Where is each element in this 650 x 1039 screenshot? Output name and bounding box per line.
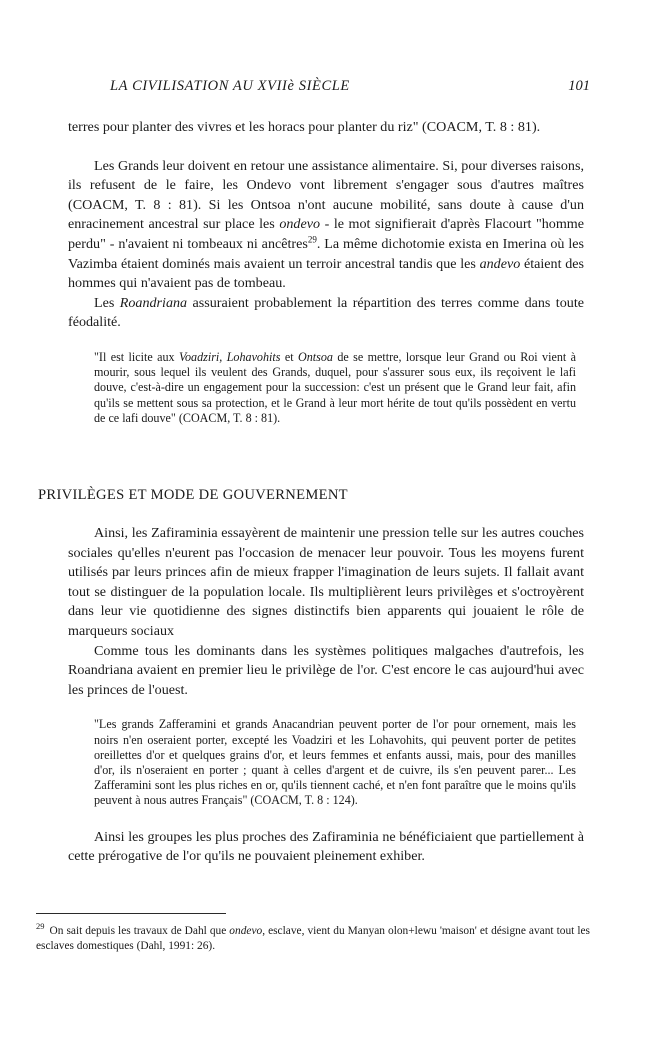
paragraph-continued [68,118,584,138]
paragraph-roandriana [68,294,584,333]
term-voadziri-lohavohits: Voadziri, Lohavohits [178,349,281,364]
blockquote-one-part1: "Il est licite aux [94,349,179,364]
paragraph-les-grands [68,157,584,294]
footnote-marker-29: 29 [36,921,45,932]
blockquote-one [68,350,584,426]
paragraph-les-grands-part1: Les Grands leur doivent en retour une assistance alimentaire. Si, pour diverses raisons, ils refusent de le faire, les Ondevo vont librement s'engager sous d'autres maîtres (COACM, T. 8 : 81). Si les Ontsoa n'ont aucune mobilité, sans doute à cause d'un enracinement ancestral sur place les [68,157,584,233]
paragraph-continued-text: terres pour planter des vivres et les horacs pour planter du riz" (COACM, T. 8 : 81). [68,119,541,135]
footnote-term-ondevo: ondevo [229,925,263,937]
paragraph-ainsi-zafiraminia-text: Ainsi, les Zafiraminia essayèrent de maintenir une pression telle sur les autres couches sociales qu'elles n'eurent pas l'occasion de menacer leur pouvoir. Tous les moyens furent utilisés par leurs princes afin de mieux frapper l'imagination de leurs sujets. Il fallait avant tout se distinguer de la population locale. Ils multiplièrent leurs privilèges et s'octroyèrent dans leur vie quotidienne des signes distinctifs bien apparents qui jouaient le rôle de marqueurs sociaux [68,525,584,639]
footnote-29 [36,921,590,954]
paragraph-roandriana-part2: assuraient probablement la répartition des terres comme dans toute féodalité. [68,294,584,331]
running-head-title: LA CIVILISATION AU XVIIè SIÈCLE [110,78,350,94]
paragraph-comme-dominants [68,642,584,701]
footnote-reference-29: 29 [307,234,317,245]
paragraph-spacer [68,138,584,157]
section-heading-wrapper [38,487,578,504]
term-ondevo: ondevo [279,216,321,233]
section-heading: PRIVILÈGES ET MODE DE GOUVERNEMENT [38,487,348,503]
blockquote-one-part3: de se mettre, lorsque leur Grand ou Roi vient à mourir, sous lequel ils veulent des Grands, duquel, pour s'assurer sous eux, ils reçoivent le lafi douve, c'est-à-dire un engagement pour la succession: c'est un présent que le Grand leur fait, afin qu'ils se mettent sous sa protection, et le Grand à leur mort hérite de tout qu'ils possèdent en vertu de ce lafi douve" (COACM, T. 8 : 81). [94,349,576,425]
paragraph-roandriana-part1: Les [94,294,120,311]
term-roandriana: Roandriana [119,294,188,311]
footnote-29-part1: On sait depuis les travaux de Dahl que [46,925,230,937]
paragraph-les-grands-part4: étaient des hommes qui n'avaient pas de tombeau. [68,255,584,292]
paragraph-comme-dominants-text: Comme tous les dominants dans les systèmes politiques malgaches d'autrefois, les Roandriana avaient en premier lieu le privilège de l'or. C'est encore le cas aujourd'hui avec les princes de l'ouest. [68,642,584,698]
blockquote-two-wrapper [68,717,584,808]
paragraph-spacer-lower [68,809,584,828]
paragraph-final: Ainsi les groupes les plus proches des Zafiraminia ne bénéficiaient que partiellement à cette prérogative de l'or qu'ils ne pouvaient pleinement exhiber. [68,828,584,865]
footnote-separator-rule [36,913,226,914]
term-ontsoa: Ontsoa [297,349,333,364]
blockquote-one-wrapper [68,350,584,426]
page-number: 101 [568,78,590,94]
term-andevo: andevo [479,255,521,272]
footnote-area [36,913,596,954]
running-head [68,78,590,100]
footnote-29-part2: , esclave, vient du Manyan olon+lewu 'maison' et désigne avant tout les esclaves domestiques (Dahl, 1991: 26). [36,925,590,952]
paragraph-ainsi-zafiraminia [68,524,584,642]
body-text-column [68,118,584,426]
paragraph-les-grands-part3: . La même dichotomie exista en Imerina où les Vazimba étaient dominés mais avaient un terroir ancestral tandis que les [68,235,585,272]
blockquote-two: "Les grands Zafferamini et grands Anacandrian peuvent porter de l'or pour ornement, mais les noirs n'en oseraient porter, excepté les Voadziri et les Lohavohits, qui peuvent porter de petites oreillettes d'or et quelques grains d'or, et leurs femmes et enfants aussi, mais, pour des manilles d'or, ils n'oseraient en porter ; quant à celles d'argent et de cuivre, ils s'en peuvent parer... Les Zafferamini sont les plus riches en or, qu'ils tiennent caché, et n'en font paraître que le moins qu'ils peuvent à nous autres Français" (COACM, T. 8 : 124). [94,717,576,808]
paragraph-les-grands-part2: - le mot signifierait d'après Flacourt "homme perdu" - n'avaient ni tombeaux ni ancêtres [68,216,585,252]
body-text-column-lower [68,524,584,867]
blockquote-one-part2: et [280,349,298,364]
